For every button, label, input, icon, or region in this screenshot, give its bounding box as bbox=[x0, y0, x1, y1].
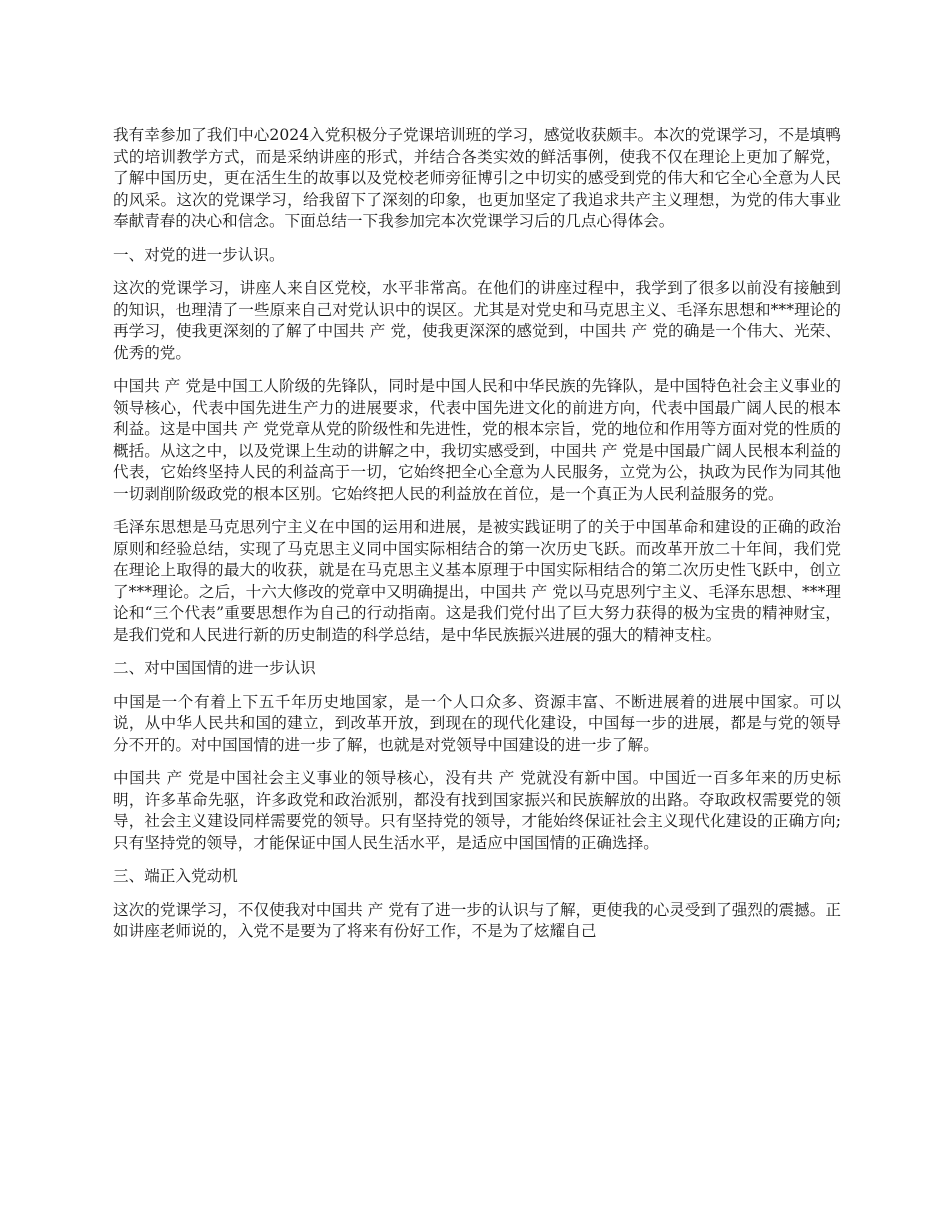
intro-paragraph: 我有幸参加了我们中心2024入党积极分子党课培训班的学习，感觉收获颇丰。本次的党课学习，不是填鸭式的培训教学方式，而是采纳讲座的形式，并结合各类实效的鲜活事例，使我不仅在理论上更加了解党，了解中国历史，更在活生生的故事以及党校老师旁征博引之中切实的感受到党的伟大和它全心全意为人民的风采。这次的党课学习，给我留下了深刻的印象，也更加坚定了我追求共产主义理想，为党的伟大事业奉献青春的决心和信念。下面总结一下我参加完本次党课学习后的几点心得体会。 bbox=[113, 126, 841, 230]
body-paragraph: 中国共 产 党是中国工人阶级的先锋队，同时是中国人民和中华民族的先锋队，是中国特色社会主义事业的领导核心，代表中国先进生产力的进展要求，代表中国先进文化的前进方向，代表中国最广阔人民的根本利益。这是中国共 产 党党章从党的阶级性和先进性，党的根本宗旨，党的地位和作用等方面对党的性质的概括。从这之中，以及党课上生动的讲解之中，我切实感受到，中国共 产 党是中国最广阔人民根本利益的代表，它始终坚持人民的利益高于一切，它始终把全心全意为人民服务，立党为公，执政为民作为同其他一切剥削阶级政党的根本区别。它始终把人民的利益放在首位，是一个真正为人民利益服务的党。 bbox=[113, 377, 841, 503]
body-paragraph: 毛泽东思想是马克思列宁主义在中国的运用和进展，是被实践证明了的关于中国革命和建设的正确的政治原则和经验总结，实现了马克思主义同中国实际相结合的第一次历史飞跃。而改革开放二十年间，我们党在理论上取得的最大的收获，就是在马克思主义基本原理于中国实际相结合的第二次历史性飞跃中，创立了***理论。之后，十六大修改的党章中又明确提出，中国共 产 党以马克思列宁主义、毛泽东思想、***理论和“三个代表”重要思想作为自己的行动指南。这是我们党付出了巨大努力获得的极为宝贵的精神财宝，是我们党和人民进行新的历史制造的科学总结，是中华民族振兴进展的强大的精神支柱。 bbox=[113, 518, 841, 644]
body-paragraph: 这次的党课学习，讲座人来自区党校，水平非常高。在他们的讲座过程中，我学到了很多以前没有接触到的知识，也理清了一些原来自己对党认识中的误区。尤其是对党史和马克思主义、毛泽东思想和***理论的再学习，使我更深刻的了解了中国共 产 党，使我更深深的感觉到，中国共 产 党的确是一个伟大、光荣、优秀的党。 bbox=[113, 279, 841, 362]
body-paragraph: 中国是一个有着上下五千年历史地国家，是一个人口众多、资源丰富、不断进展着的进展中国家。可以说，从中华人民共和国的建立，到改革开放，到现在的现代化建设，中国每一步的进展，都是与党的领导分不开的。对中国国情的进一步了解，也就是对党领导中国建设的进一步了解。 bbox=[113, 692, 841, 754]
body-paragraph: 中国共 产 党是中国社会主义事业的领导核心，没有共 产 党就没有新中国。中国近一百多年来的历史标明，许多革命先驱，许多政党和政治派别，都没有找到国家振兴和民族解放的出路。夺取政权需要党的领导，社会主义建设同样需要党的领导。只有坚持党的领导，才能始终保证社会主义现代化建设的正确方向;只有坚持党的领导，才能保证中国人民生活水平，是适应中国国情的正确选择。 bbox=[113, 769, 841, 852]
body-paragraph: 这次的党课学习，不仅使我对中国共 产 党有了进一步的认识与了解，更使我的心灵受到了强烈的震撼。正如讲座老师说的，入党不是要为了将来有份好工作，不是为了炫耀自己 bbox=[113, 900, 841, 940]
document-body bbox=[113, 125, 841, 955]
section-heading-1: 一、对党的进一步认识。 bbox=[113, 245, 285, 264]
section-heading-3: 三、端正入党动机 bbox=[113, 867, 238, 885]
section-heading-2: 二、对中国国情的进一步认识 bbox=[113, 659, 316, 677]
